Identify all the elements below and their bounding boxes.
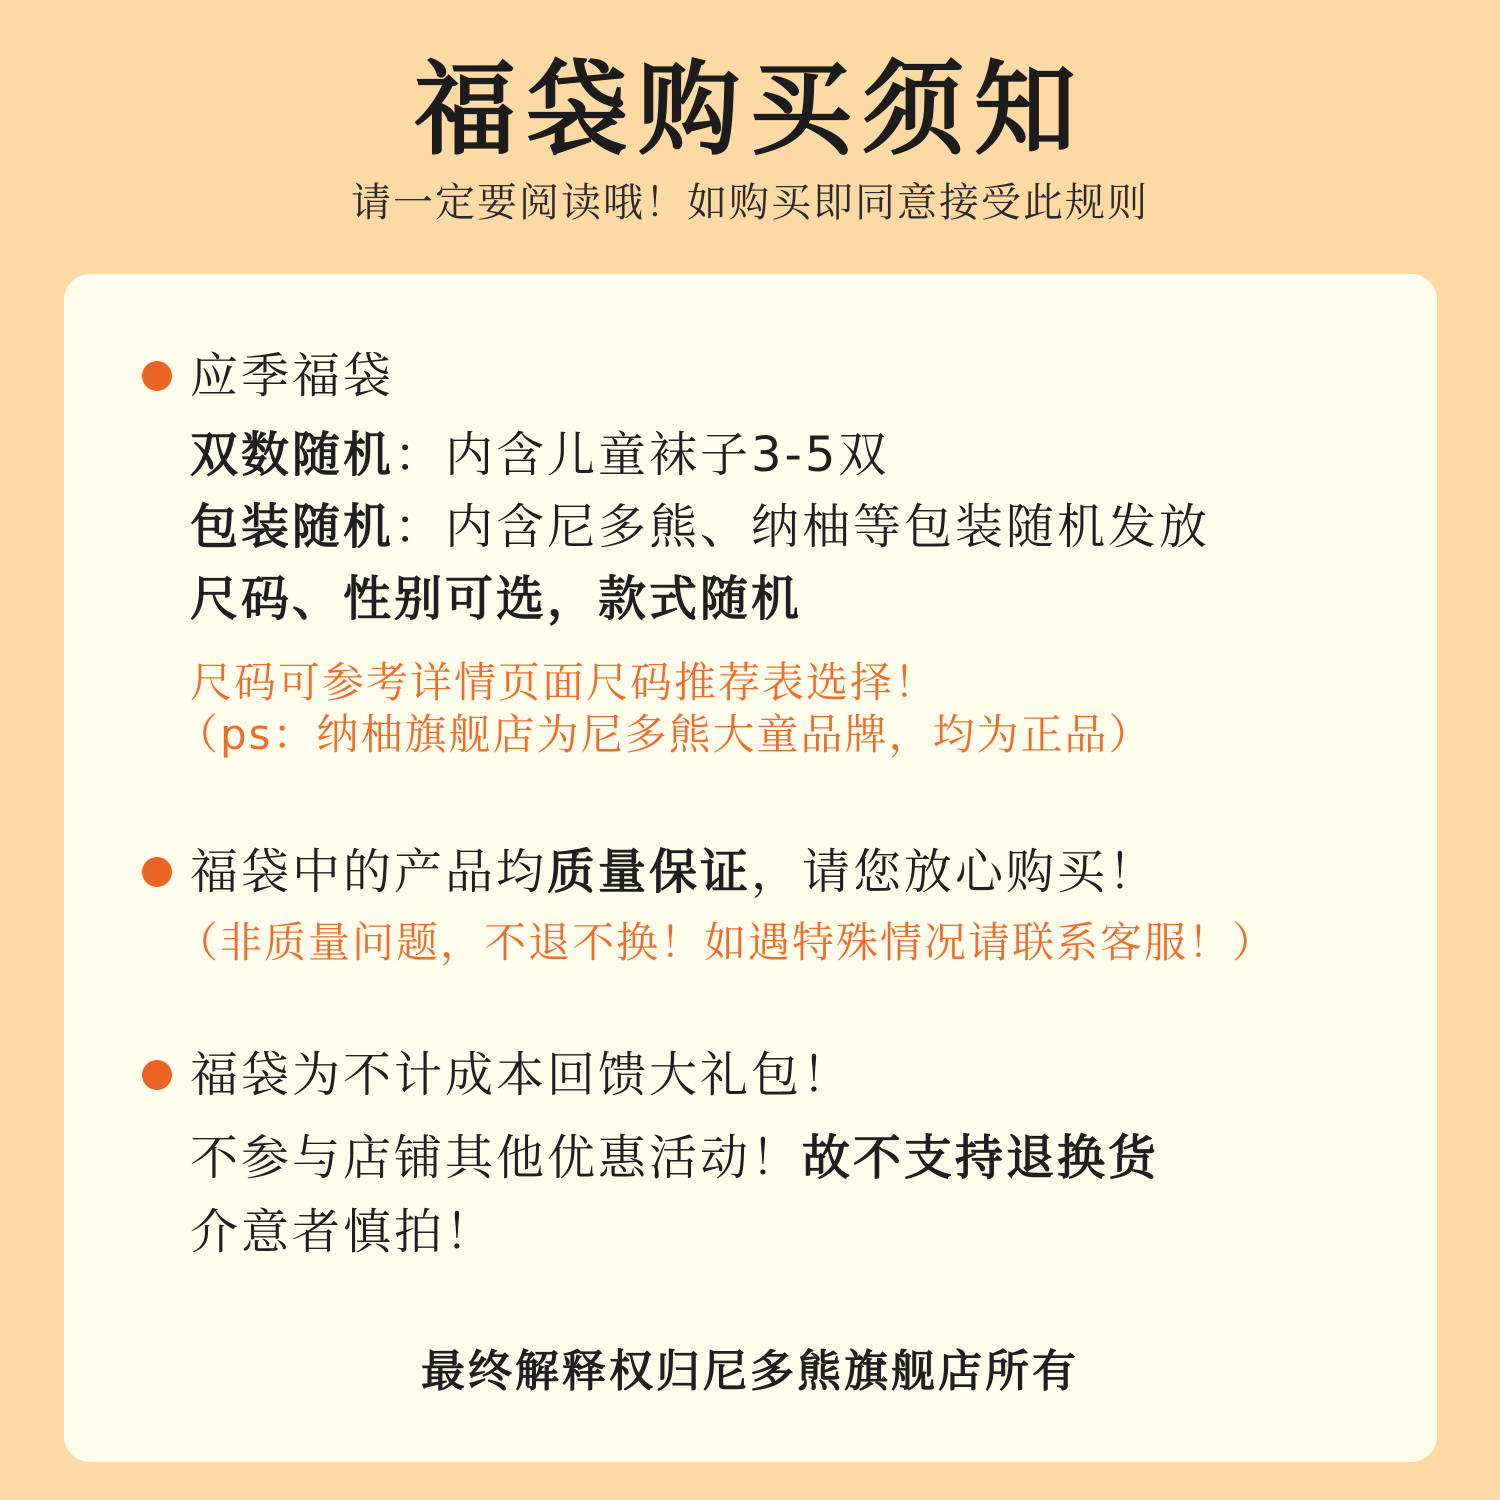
no-discount-text: 不参与店铺其他优惠活动！ bbox=[190, 1130, 803, 1186]
size-note: 尺码可参考详情页面尺码推荐表选择！ bbox=[190, 658, 939, 707]
quality-suffix: ，请您放心购买！ bbox=[751, 844, 1160, 900]
package-random-text: ：内含尼多熊、纳柚等包装随机发放 bbox=[394, 499, 1211, 555]
brand-note: （ps：纳柚旗舰店为尼多熊大童品牌，均为正品） bbox=[176, 710, 1153, 759]
section1-heading: 应季福袋 bbox=[190, 348, 395, 404]
package-random-line bbox=[190, 495, 1210, 559]
page-subtitle: 请一定要阅读哦！如购买即同意接受此规则 bbox=[351, 180, 1149, 226]
options-line: 尺码、性别可选，款式随机 bbox=[190, 571, 803, 627]
no-return-emphasis: 故不支持退换货 bbox=[802, 1130, 1160, 1186]
gift-heading: 福袋为不计成本回馈大礼包！ bbox=[190, 1047, 854, 1103]
footer-note: 最终解释权归尼多熊旗舰店所有 bbox=[421, 1346, 1079, 1397]
pair-random-label: 双数随机 bbox=[190, 427, 395, 483]
package-random-label: 包装随机 bbox=[190, 499, 395, 555]
quality-emphasis: 质量保证 bbox=[547, 844, 752, 900]
quality-line bbox=[190, 840, 1159, 904]
no-return-line bbox=[190, 1126, 1159, 1190]
pair-random-text: ：内含儿童袜子3-5双 bbox=[394, 427, 890, 483]
bullet-dot-icon bbox=[142, 1060, 172, 1090]
pair-random-line bbox=[190, 423, 889, 487]
return-note: （非质量问题，不退不换！如遇特殊情况请联系客服！） bbox=[176, 918, 1277, 967]
page-title: 福袋购买须知 bbox=[414, 51, 1086, 170]
bullet-dot-icon bbox=[142, 361, 172, 391]
caution-line: 介意者慎拍！ bbox=[190, 1204, 497, 1260]
bullet-dot-icon bbox=[142, 857, 172, 887]
quality-prefix: 福袋中的产品均 bbox=[190, 844, 548, 900]
